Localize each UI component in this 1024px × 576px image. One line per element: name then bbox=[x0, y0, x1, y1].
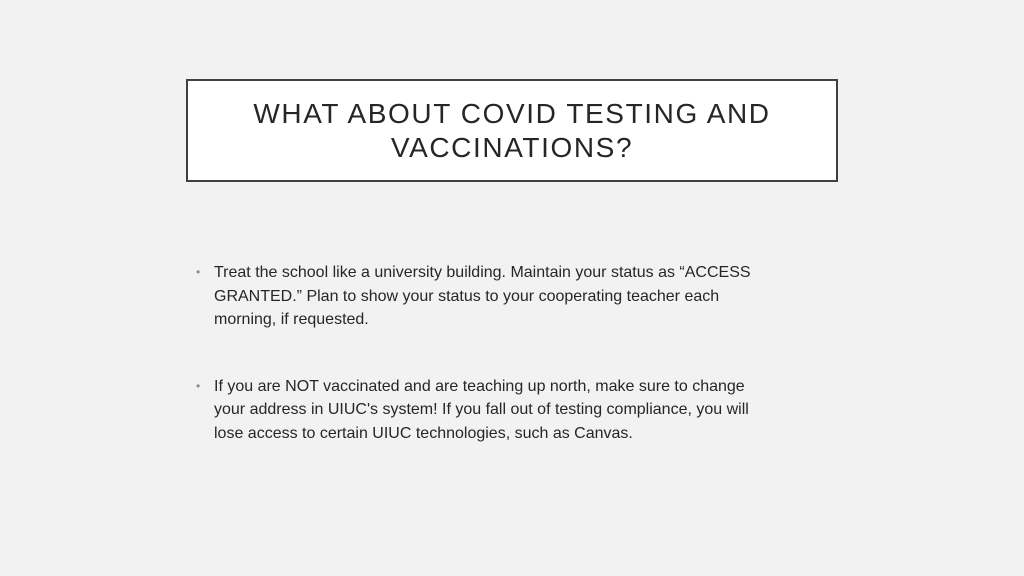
title-box bbox=[186, 79, 838, 182]
bullet-item-vaccination bbox=[196, 375, 816, 446]
slide-title-line-1: WHAT ABOUT COVID TESTING AND bbox=[253, 97, 771, 129]
bullet-1-line-2: GRANTED.” Plan to show your status to your cooperating teacher each bbox=[214, 287, 720, 305]
bullet-1-line-3: morning, if requested. bbox=[214, 311, 369, 328]
bullet-list bbox=[196, 261, 816, 445]
bullet-1-line-1: Treat the school like a university building. Maintain your status as “ACCESS bbox=[214, 264, 751, 281]
bullet-item-status bbox=[196, 261, 816, 332]
bullet-2-line-1: If you are NOT vaccinated and are teaching up north, make sure to change bbox=[214, 377, 745, 395]
slide-title-line-2: VACCINATIONS? bbox=[390, 131, 634, 163]
bullet-dot-icon: • bbox=[196, 378, 201, 393]
bullet-2-line-3: lose access to certain UIUC technologies, such as Canvas. bbox=[214, 424, 633, 442]
bullet-dot-icon: • bbox=[196, 265, 201, 279]
bullet-2-line-2: your address in UIUC's system! If you fall out of testing compliance, you will bbox=[214, 401, 749, 418]
